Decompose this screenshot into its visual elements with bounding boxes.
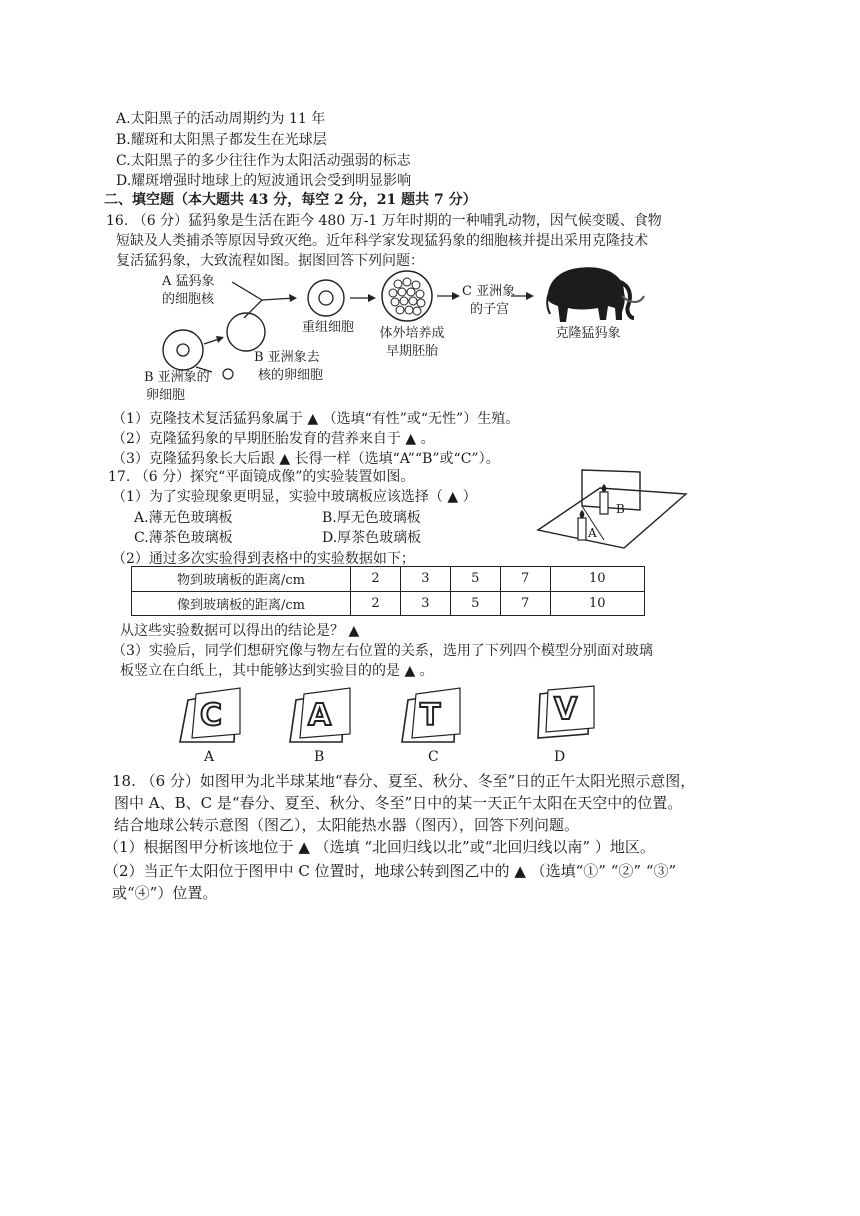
table-cell: 7 xyxy=(500,567,550,592)
table-cell: 3 xyxy=(400,567,450,592)
q16-stem-line-2: 短缺及人类捕杀等原因导致灭绝。近年科学家发现猛犸象的细胞核并提出采用克隆技术 xyxy=(116,233,648,249)
q17-sub-1: （1）为了实验现象更明显，实验中玻璃板应该选择（ ▲ ） xyxy=(112,489,477,505)
table-row-label: 像到玻璃板的距离/cm xyxy=(132,591,351,616)
label-egg-2: 卵细胞 xyxy=(146,388,186,403)
q18-question-2-line-1: （2）当正午太阳位于图甲中 C 位置时，地球公转到图乙中的 ▲ （选填“①” “②” “③” xyxy=(104,862,677,880)
q17-sub-2: （2）通过多次实验得到表格中的实验数据如下； xyxy=(112,551,415,567)
section-heading: 二、填空题（本大题共 43 分，每空 2 分，21 题共 7 分） xyxy=(104,192,477,208)
label-mammoth-nucleus-1: A 猛犸象 xyxy=(162,274,215,289)
model-c-letter: T xyxy=(420,698,441,733)
q18-stem-line-2: 图中 A、B、C 是“春分、夏至、秋分、冬至”日中的某一天正午太阳在天空中的位置。 xyxy=(114,794,683,812)
model-d-label: D xyxy=(554,749,566,765)
label-clone-mammoth: 克隆猛犸象 xyxy=(555,326,621,341)
q17-stem: 17. （6 分）探究“平面镜成像”的实验装置如图。 xyxy=(108,469,415,485)
q16-stem-line-3: 复活猛犸象，大致流程如图。据图回答下列问题： xyxy=(116,253,424,269)
q18-stem-line-3: 结合地球公转示意图（图乙），太阳能热水器（图丙），回答下列问题。 xyxy=(114,816,580,834)
label-enucleated-2: 核的卵细胞 xyxy=(258,368,324,383)
q18-question-1: （1）根据图甲分析该地位于 ▲ （选填 “北回归线以北”或“北回归线以南” ）地区。 xyxy=(104,838,655,856)
label-enucleated-1: B 亚洲象去 xyxy=(254,350,320,365)
model-a-label: A xyxy=(204,749,215,765)
table-cell: 2 xyxy=(351,591,401,616)
table-cell: 5 xyxy=(450,567,500,592)
q18-stem-line-1: 18. （6 分）如图甲为北半球某地“春分、夏至、秋分、冬至”日的正午太阳光照示意图， xyxy=(112,772,696,790)
q17-conclusion: 从这些实验数据可以得出的结论是？ ▲ xyxy=(120,623,360,639)
q15-option-b: B.耀斑和太阳黑子都发生在光球层 xyxy=(116,132,327,148)
label-egg-1: B 亚洲象的 xyxy=(144,370,210,385)
table-cell: 10 xyxy=(550,591,644,616)
label-mammoth-nucleus-2: 的细胞核 xyxy=(162,292,215,307)
model-b-label: B xyxy=(314,749,325,765)
q17-sub-3-line-2: 板竖立在白纸上，其中能够达到实验目的的是 ▲ 。 xyxy=(120,663,434,679)
table-cell: 5 xyxy=(450,591,500,616)
model-a-letter: C xyxy=(200,698,223,733)
q16-question-3: （3）克隆猛犸象长大后跟 ▲ 长得一样（选填“A”“B”或“C”）。 xyxy=(112,451,500,467)
model-c-label: C xyxy=(428,749,439,765)
q17-option-c: C.薄茶色玻璃板 xyxy=(134,530,233,546)
q17-option-a: A.薄无色玻璃板 xyxy=(134,510,233,526)
model-b-letter: A xyxy=(308,698,332,733)
table-cell: 2 xyxy=(351,567,401,592)
q16-stem-line-1: 16. （6 分）猛犸象是生活在距今 480 万-1 万年时期的一种哺乳动物，因气候变暖、食物 xyxy=(106,213,662,229)
table-row-label: 物到玻璃板的距离/cm xyxy=(132,567,351,592)
label-uterus-2: 的子宫 xyxy=(470,302,510,317)
q16-question-1: （1）克隆技术复活猛犸象属于 ▲ （选填“有性”或“无性”）生殖。 xyxy=(112,411,520,427)
label-recombined-cell: 重组细胞 xyxy=(301,320,354,335)
q17-sub-3-line-1: （3）实验后，同学们想研究像与物左右位置的关系，选用了下列四个模型分别面对玻璃 xyxy=(112,643,653,659)
q17-option-d: D.厚茶色玻璃板 xyxy=(322,530,422,546)
q15-option-c: C.太阳黑子的多少往往作为太阳活动强弱的标志 xyxy=(116,153,411,169)
label-embryo-2: 早期胚胎 xyxy=(385,344,438,359)
table-cell: 10 xyxy=(550,567,644,592)
q15-option-a: A.太阳黑子的活动周期约为 11 年 xyxy=(116,111,326,127)
table-cell: 7 xyxy=(500,591,550,616)
label-embryo-1: 体外培养成 xyxy=(379,326,445,341)
q16-question-2: （2）克隆猛犸象的早期胚胎发育的营养来自于 ▲ 。 xyxy=(112,431,435,447)
label-candle-a: A xyxy=(588,526,597,540)
label-uterus-1: C 亚洲象 xyxy=(462,284,516,299)
q15-option-d: D.耀斑增强时地球上的短波通讯会受到明显影响 xyxy=(116,173,412,189)
label-candle-b: B xyxy=(616,502,625,516)
q17-option-b: B.厚无色玻璃板 xyxy=(322,510,421,526)
q18-question-2-line-2: 或“④”）位置。 xyxy=(112,884,218,902)
table-cell: 3 xyxy=(400,591,450,616)
model-d-letter: V xyxy=(554,692,578,727)
